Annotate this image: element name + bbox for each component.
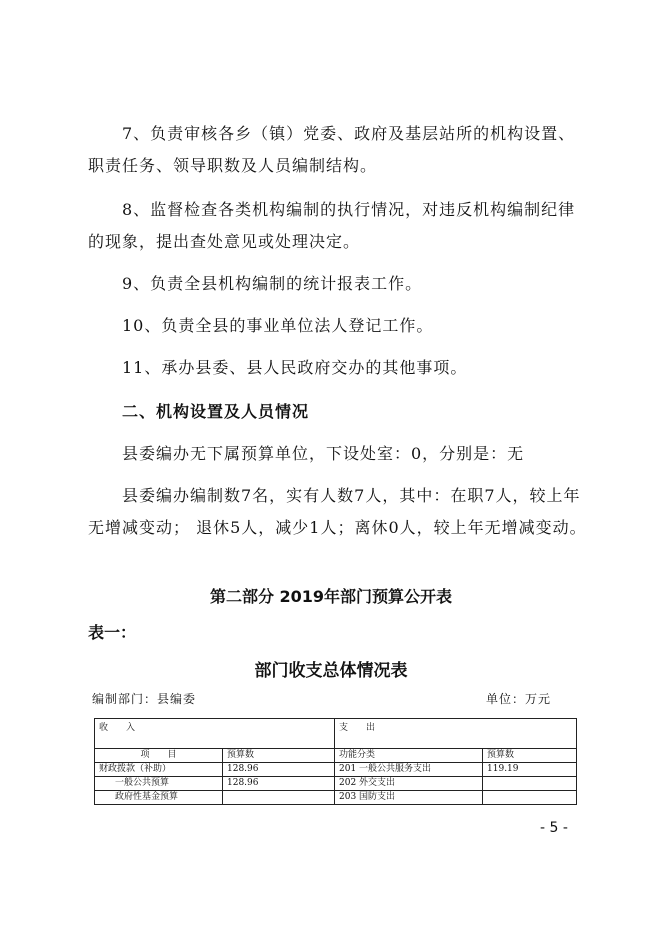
section-heading-institutions: 二、机构设置及人员情况 <box>122 402 310 421</box>
column-header-budget: 预算数 <box>223 749 335 763</box>
column-header-budget-2: 预算数 <box>483 749 577 763</box>
paragraph-item-9: 9、负责全县机构编制的统计报表工作。 <box>122 274 423 293</box>
table-row <box>95 791 577 805</box>
column-header-function: 功能分类 <box>335 749 483 763</box>
cell-amount-2 <box>483 791 577 805</box>
section-body-departments: 县委编办无下属预算单位，下设处室：0，分别是：无 <box>122 444 525 463</box>
cell-amount-2: 119.19 <box>483 763 577 777</box>
table-header-row-groups <box>95 719 577 749</box>
column-header-item: 项 目 <box>95 749 223 763</box>
expense-header: 支 出 <box>335 719 577 749</box>
cell-item: 财政拨款（补助） <box>95 763 223 777</box>
page-number: - 5 - <box>540 820 568 836</box>
table-row <box>95 763 577 777</box>
table-label: 表一： <box>88 623 137 642</box>
part2-title: 第二部分 2019年部门预算公开表 <box>209 587 453 606</box>
cell-item: 政府性基金预算 <box>95 791 223 805</box>
section-body-staffing: 县委编办编制数7名，实有人数7人，其中：在职7人，较上年无增减变动； 退休5人，减少1人；离休0人，较上年无增减变动。 <box>88 486 587 537</box>
cell-amount: 128.96 <box>223 777 335 791</box>
cell-function: 203 国防支出 <box>335 791 483 805</box>
budget-summary-table <box>94 718 577 805</box>
income-header: 收 入 <box>95 719 335 749</box>
cell-item: 一般公共预算 <box>95 777 223 791</box>
paragraph-item-8: 8、监督检查各类机构编制的执行情况，对违反机构编制纪律的现象，提出查处意见或处理决定。 <box>88 200 576 251</box>
cell-amount-2 <box>483 777 577 791</box>
cell-function: 202 外交支出 <box>335 777 483 791</box>
table-header-row-columns <box>95 749 577 763</box>
paragraph-item-11: 11、承办县委、县人民政府交办的其他事项。 <box>122 358 468 377</box>
compiling-department: 编制部门：县编委 <box>92 692 197 706</box>
table-row <box>95 777 577 791</box>
paragraph-item-7: 7、负责审核各乡（镇）党委、政府及基层站所的机构设置、职责任务、领导职数及人员编制结构。 <box>88 124 576 175</box>
cell-amount <box>223 791 335 805</box>
cell-amount: 128.96 <box>223 763 335 777</box>
cell-function: 201 一般公共服务支出 <box>335 763 483 777</box>
paragraph-item-10: 10、负责全县的事业单位法人登记工作。 <box>122 316 434 335</box>
table-title: 部门收支总体情况表 <box>254 661 408 681</box>
unit-label: 单位：万元 <box>486 692 552 706</box>
